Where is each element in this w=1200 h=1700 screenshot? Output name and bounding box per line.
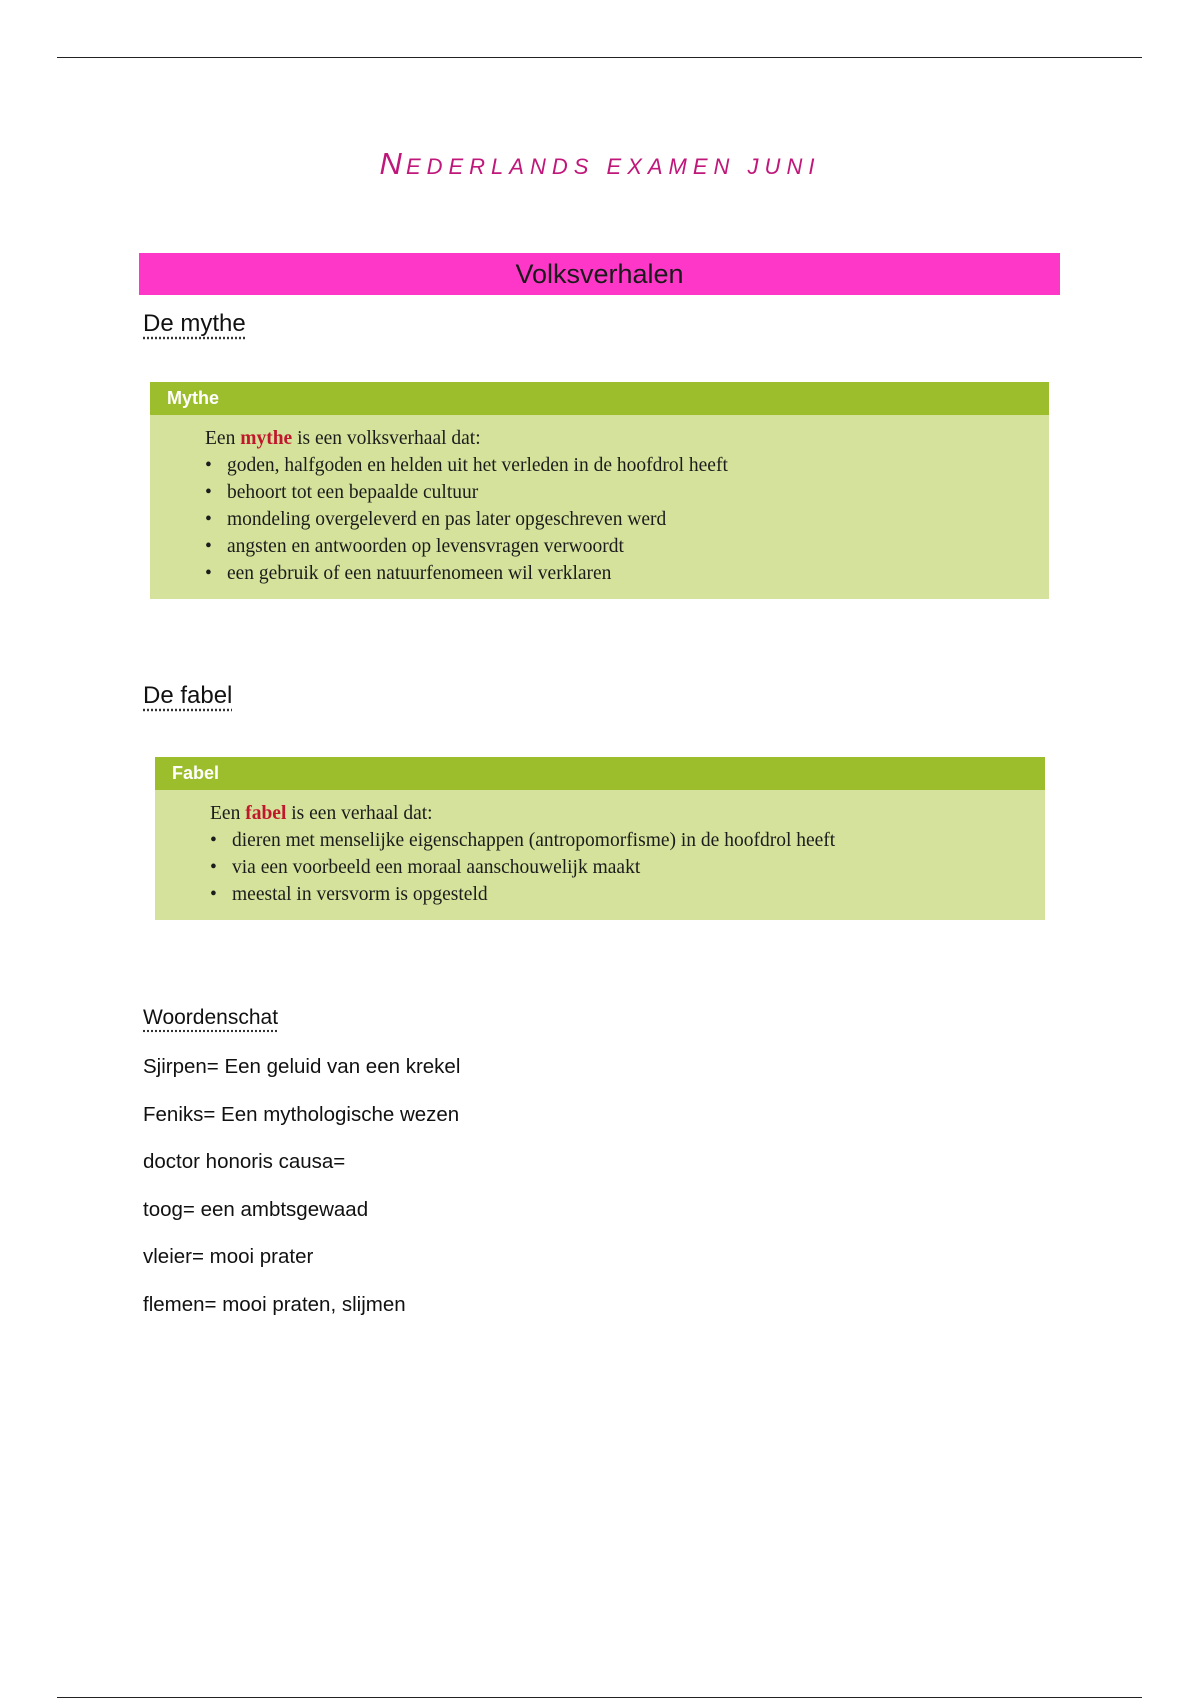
fable-box-title: Fabel <box>155 757 1045 790</box>
fable-box-body <box>155 790 1045 908</box>
list-item: • mondeling overgeleverd en pas later opgeschreven werd <box>205 506 1049 533</box>
vocabulary-entry: doctor honoris causa= <box>143 1150 346 1173</box>
document-title <box>0 146 1200 182</box>
fable-criteria-list <box>210 827 1045 908</box>
myth-term: mythe <box>240 428 293 449</box>
vocabulary-heading: Woordenschat <box>143 1006 279 1029</box>
vocabulary-entry: Sjirpen= Een geluid van een krekel <box>143 1055 461 1078</box>
list-item: • goden, halfgoden en helden uit het verleden in de hoofdrol heeft <box>205 452 1049 479</box>
chapter-banner: Volksverhalen <box>139 253 1060 295</box>
fable-intro: Een fabel is een verhaal dat: <box>210 803 433 824</box>
myth-heading: De mythe <box>143 310 246 337</box>
myth-intro: Een mythe is een volksverhaal dat: <box>205 428 481 449</box>
header-rule <box>57 57 1142 58</box>
list-item: • een gebruik of een natuurfenomeen wil verklaren <box>205 560 1049 587</box>
myth-definition-box <box>150 382 1049 599</box>
myth-box-title: Mythe <box>150 382 1049 415</box>
document-title-rest: EDERLANDS EXAMEN JUNI <box>405 154 821 179</box>
fable-heading: De fabel <box>143 682 233 709</box>
footer-rule <box>57 1697 1142 1698</box>
myth-box-body <box>150 415 1049 587</box>
vocabulary-entry: vleier= mooi prater <box>143 1245 314 1268</box>
fable-term: fabel <box>245 803 287 824</box>
myth-criteria-list <box>205 452 1049 587</box>
list-item: • via een voorbeeld een moraal aanschouwelijk maakt <box>210 854 1045 881</box>
document-title-initial: N <box>379 146 406 181</box>
list-item: • angsten en antwoorden op levensvragen verwoordt <box>205 533 1049 560</box>
vocabulary-entry: toog= een ambtsgewaad <box>143 1198 369 1221</box>
vocabulary-entry: Feniks= Een mythologische wezen <box>143 1103 460 1126</box>
list-item: • dieren met menselijke eigenschappen (antropomorfisme) in de hoofdrol heeft <box>210 827 1045 854</box>
vocabulary-entry: flemen= mooi praten, slijmen <box>143 1293 406 1316</box>
list-item: • meestal in versvorm is opgesteld <box>210 881 1045 908</box>
fable-definition-box <box>155 757 1045 920</box>
list-item: • behoort tot een bepaalde cultuur <box>205 479 1049 506</box>
